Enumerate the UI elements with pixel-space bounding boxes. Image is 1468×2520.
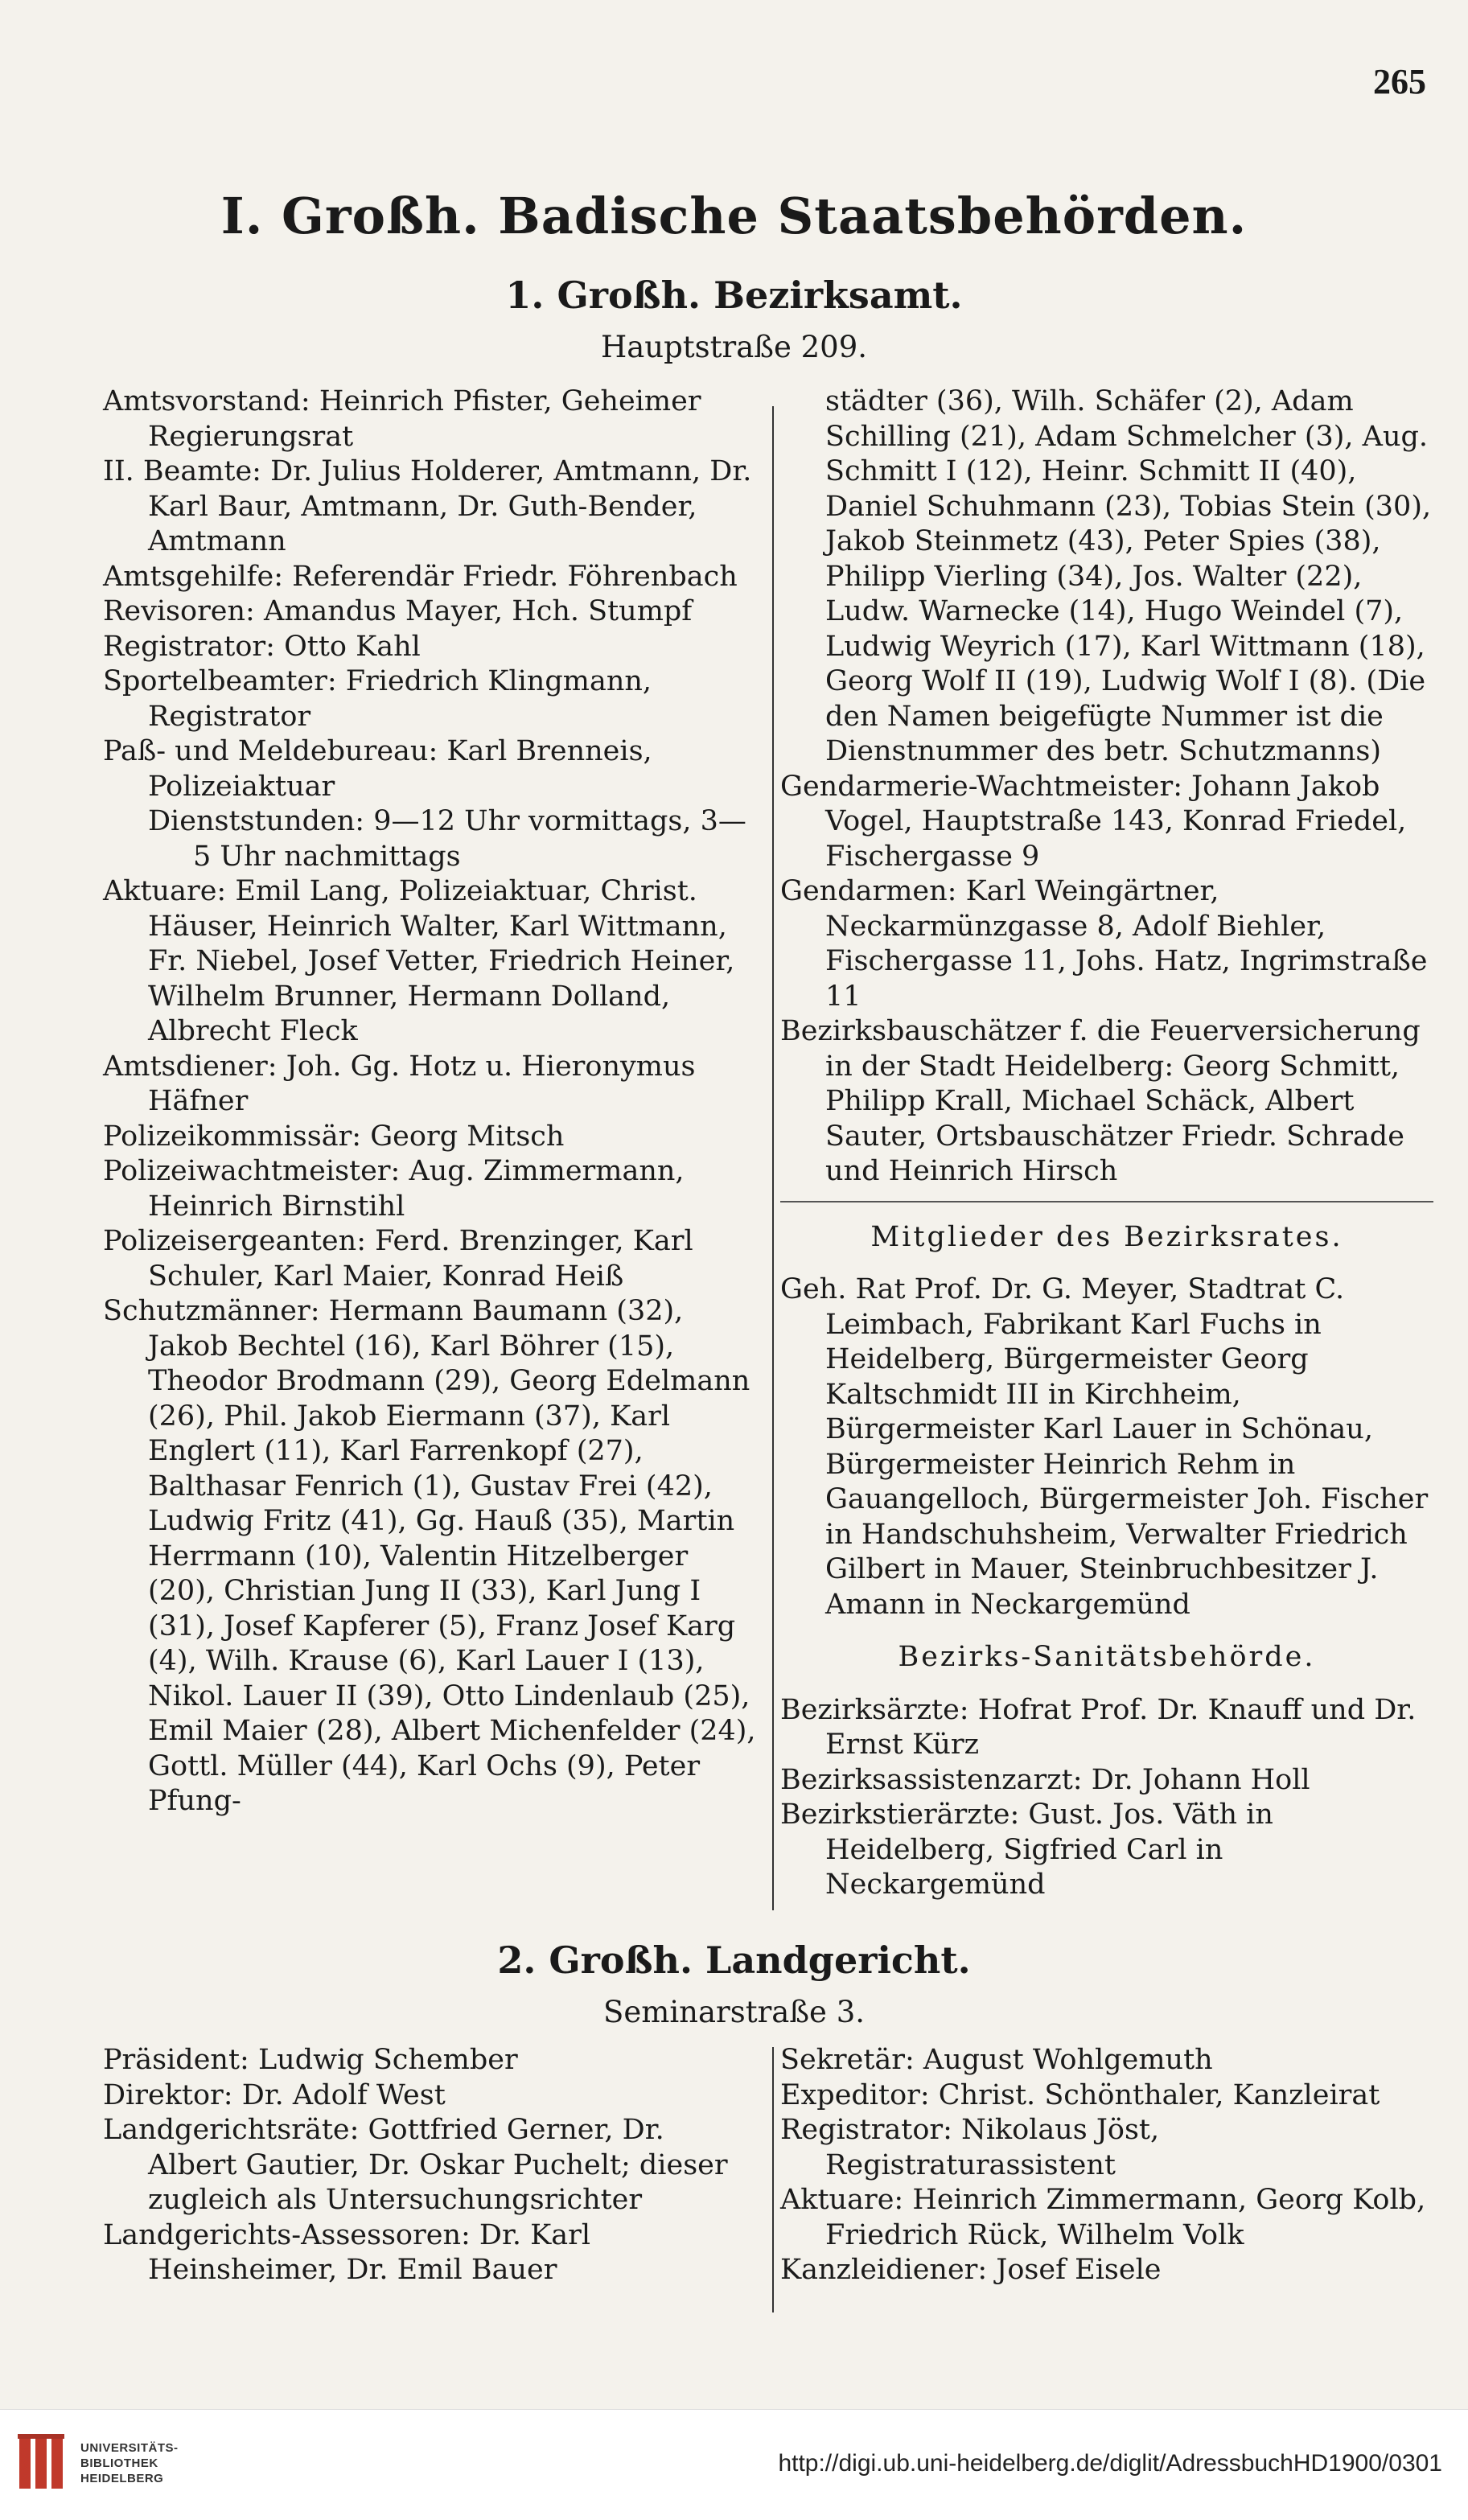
source-url-link[interactable]: http://digi.ub.uni-heidelberg.de/diglit/AdressbuchHD1900/0301	[778, 2450, 1442, 2477]
library-name-line: HEIDELBERG	[80, 2472, 164, 2485]
section-1-right-column	[780, 384, 1433, 1903]
entry: Polizeisergeanten: Ferd. Brenzinger, Karl Schuler, Karl Maier, Konrad Heiß	[103, 1225, 693, 1293]
entry: Direktor: Dr. Adolf West	[103, 2078, 446, 2111]
section-2-right-column	[780, 2043, 1433, 2288]
entry: Amtsvorstand: Heinrich Pfister, Geheimer Regierungsrat	[103, 385, 701, 453]
entry: Bezirksbauschätzer f. die Feuerversicherung in der Stadt Heidelberg: Georg Schmitt, Philipp Krall, Michael Schäck, Albert Sauter, Ortsbauschätzer Friedr. Schrade und Heinrich Hirsch	[780, 1015, 1421, 1187]
entry: Geh. Rat Prof. Dr. G. Meyer, Stadtrat C. Leimbach, Fabrikant Karl Fuchs in Heidelberg, Bürgermeister Georg Kaltschmidt III in Kirchheim, Bürgermeister Karl Lauer in Schönau, Bürgermeister Heinrich Rehm in Gauangelloch, Bürgermeister Joh. Fischer in Handschuhsheim, Verwalter Friedrich Gilbert in Mauer, Steinbruchbesitzer J. Amann in Neckargemünd	[780, 1273, 1429, 1621]
entry: Präsident: Ludwig Schember	[103, 2044, 518, 2076]
entry: Bezirksärzte: Hofrat Prof. Dr. Knauff und Dr. Ernst Kürz	[780, 1693, 1417, 1761]
section-1-address: Hauptstraße 209.	[600, 330, 868, 364]
library-name-line: BIBLIOTHEK	[80, 2456, 158, 2470]
entry: Schutzmänner: Hermann Baumann (32), Jakob Bechtel (16), Karl Böhrer (15), Theodor Brodmann (29), Georg Edelmann (26), Phil. Jakob Eiermann (37), Karl Englert (11), Karl Farrenkopf (27), Balthasar Fenrich (1), Gustav Frei (42), Ludwig Fritz (41), Gg. Hauß (35), Martin Herrmann (10), Valentin Hitzelberger (20), Christian Jung II (33), Karl Jung I (31), Josef Kapferer (5), Franz Josef Karg (4), Wilh. Krause (6), Karl Lauer I (13), Nikol. Lauer II (39), Otto Lindenlaub (25), Emil Maier (28), Albert Michenfelder (24), Gottl. Müller (44), Karl Ochs (9), Peter Pfung-	[103, 1295, 756, 1817]
section-2-address: Seminarstraße 3.	[602, 1995, 865, 2029]
footer-bar	[0, 2409, 1468, 2520]
section-1-title: 1. Großh. Bezirksamt.	[505, 273, 963, 317]
entry: Landgerichts-Assessoren: Dr. Karl Heinsheimer, Dr. Emil Bauer	[103, 2218, 591, 2286]
entry: Gendarmen: Karl Weingärtner, Neckarmünzgasse 8, Adolf Biehler, Fischergasse 11, Johs. Hatz, Ingrimstraße 11	[780, 875, 1428, 1013]
entry: Amtsgehilfe: Referendär Friedr. Föhrenbach	[103, 560, 738, 593]
main-heading: I. Großh. Badische Staatsbehörden.	[220, 187, 1248, 245]
entry-hours: Dienststunden: 9—12 Uhr vormittags, 3—5 Uhr nachmittags	[148, 805, 746, 873]
entry: Aktuare: Heinrich Zimmermann, Georg Kolb, Friedrich Rück, Wilhelm Volk	[780, 2184, 1426, 2251]
entry: Registrator: Otto Kahl	[103, 630, 421, 663]
sanitaet-heading: Bezirks-Sanitätsbehörde.	[898, 1641, 1316, 1673]
bezirksrat-heading: Mitglieder des Bezirksrates.	[870, 1220, 1343, 1253]
entry: Sekretär: August Wohlgemuth	[780, 2044, 1213, 2076]
entry: Expeditor: Christ. Schönthaler, Kanzleirat	[780, 2078, 1380, 2111]
section-2-left-column	[103, 2043, 759, 2288]
entry: Revisoren: Amandus Mayer, Hch. Stumpf	[103, 595, 693, 627]
entry: Kanzleidiener: Josef Eisele	[780, 2254, 1162, 2286]
entry: Registrator: Nikolaus Jöst, Registraturassistent	[780, 2114, 1160, 2181]
entry: Amtsdiener: Joh. Gg. Hotz u. Hieronymus Häfner	[103, 1050, 696, 1117]
entry: Gendarmerie-Wachtmeister: Johann Jakob Vogel, Hauptstraße 143, Konrad Friedel, Fischergasse 9	[780, 770, 1407, 873]
library-name-line: UNIVERSITÄTS-	[80, 2441, 179, 2455]
entry: Landgerichtsräte: Gottfried Gerner, Dr. Albert Gautier, Dr. Oskar Puchelt; dieser zugleich als Untersuchungsrichter	[103, 2114, 728, 2216]
entry: Paß- und Meldebureau: Karl Brenneis, Polizeiaktuar	[103, 735, 652, 803]
entry: städter (36), Wilh. Schäfer (2), Adam Schilling (21), Adam Schmelcher (3), Aug. Schmitt I (12), Heinr. Schmitt II (40), Daniel Schuhmann (23), Tobias Stein (30), Jakob Steinmetz (43), Peter Spies (38), Philipp Vierling (34), Jos. Walter (22), Ludw. Warnecke (14), Hugo Weindel (7), Ludwig Weyrich (17), Karl Wittmann (18), Georg Wolf II (19), Ludwig Wolf I (8). (Die den Namen beigefügte Nummer ist die Dienstnummer des betr. Schutzmanns)	[825, 385, 1432, 767]
section-1-left-column	[103, 384, 759, 1819]
entry: Polizeikommissär: Georg Mitsch	[103, 1120, 565, 1153]
page-number: 265	[1373, 62, 1426, 101]
university-library-logo-icon	[16, 2432, 72, 2493]
entry: II. Beamte: Dr. Julius Holderer, Amtmann, Dr. Karl Baur, Amtmann, Dr. Guth-Bender, Amtmann	[103, 455, 752, 557]
entry: Bezirksassistenzarzt: Dr. Johann Holl	[780, 1763, 1310, 1796]
column-divider	[772, 2047, 774, 2312]
entry: Sportelbeamter: Friedrich Klingmann, Registrator	[103, 665, 652, 733]
entry: Polizeiwachtmeister: Aug. Zimmermann, Heinrich Birnstihl	[103, 1155, 685, 1223]
library-name	[80, 2440, 179, 2486]
section-2-title: 2. Großh. Landgericht.	[497, 1938, 971, 1982]
divider-line	[780, 1201, 1433, 1202]
entry: Bezirkstierärzte: Gust. Jos. Väth in Heidelberg, Sigfried Carl in Neckargemünd	[780, 1799, 1273, 1901]
entry: Aktuare: Emil Lang, Polizeiaktuar, Christ. Häuser, Heinrich Walter, Karl Wittmann, Fr. Niebel, Josef Vetter, Friedrich Heiner, Wilhelm Brunner, Hermann Dolland, Albrecht Fleck	[103, 875, 735, 1047]
column-divider	[772, 406, 774, 1910]
